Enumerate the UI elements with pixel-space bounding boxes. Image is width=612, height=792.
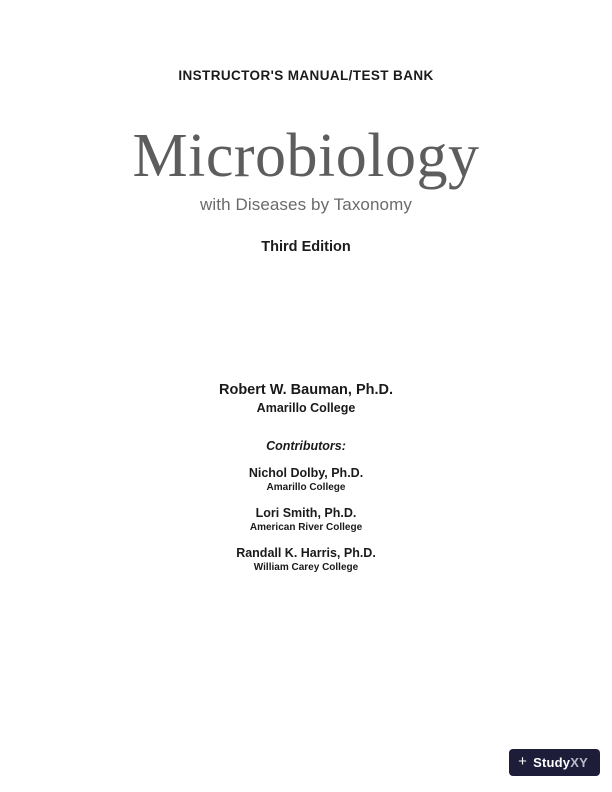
list-item — [0, 546, 612, 573]
authors-block — [0, 382, 612, 573]
contributor-name: Lori Smith, Ph.D. — [255, 506, 357, 520]
edition-label: Third Edition — [261, 239, 351, 255]
studyxy-badge[interactable] — [509, 749, 600, 776]
contributor-name: Nichol Dolby, Ph.D. — [248, 466, 364, 480]
contributor-affiliation: Amarillo College — [266, 482, 346, 493]
document-header-label: INSTRUCTOR'S MANUAL/TEST BANK — [178, 68, 434, 83]
brand-name-main: Study — [533, 755, 571, 770]
contributor-name: Randall K. Harris, Ph.D. — [236, 546, 376, 560]
brand-name-accent: XY — [570, 755, 588, 770]
page-subtitle: with Diseases by Taxonomy — [200, 195, 412, 214]
plus-icon: + — [518, 753, 528, 770]
brand-label — [533, 755, 588, 770]
author-affiliation: Amarillo College — [256, 401, 356, 415]
title-block — [0, 122, 612, 255]
list-item — [0, 506, 612, 533]
contributor-affiliation: William Carey College — [253, 562, 359, 573]
page-title: Microbiology — [132, 122, 480, 190]
list-item — [0, 466, 612, 493]
contributors-label: Contributors: — [266, 439, 346, 453]
author-name: Robert W. Bauman, Ph.D. — [218, 382, 393, 398]
contributor-affiliation: American River College — [249, 522, 363, 533]
